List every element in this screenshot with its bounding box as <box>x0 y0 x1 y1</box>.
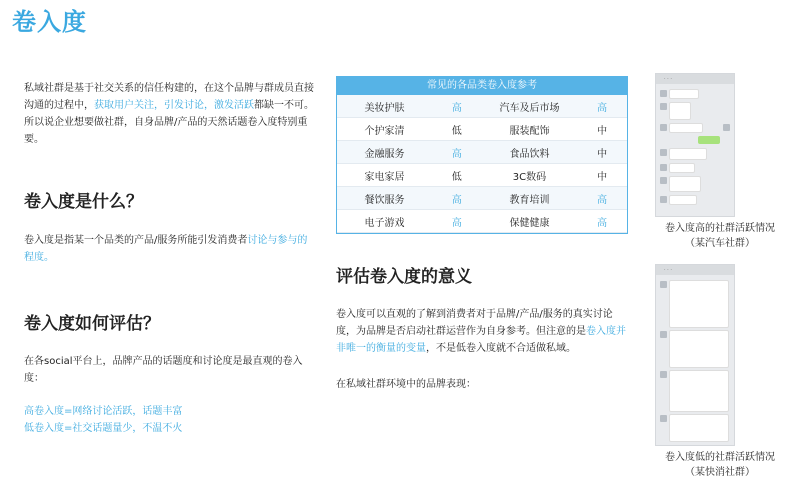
category-name: 服装配饰 <box>482 118 578 141</box>
intro-text: 私域社群是基于社交关系的信任构建的，在这个品牌与群成员直接沟通的过程中， <box>24 83 314 111</box>
caption-low-line2: （某快消社群） <box>685 467 755 478</box>
chat-avatar <box>660 177 667 184</box>
chat-bubble <box>669 176 701 192</box>
involvement-level: 高 <box>577 95 627 118</box>
what-text: 卷入度是指某一个品类的产品/服务所能引发消费者 <box>24 235 248 246</box>
chat-bubble <box>669 163 695 173</box>
involvement-level: 高 <box>432 95 482 118</box>
chat-avatar <box>660 90 667 97</box>
chat-bubble <box>669 280 729 328</box>
chat-avatar <box>660 415 667 422</box>
table-row <box>337 118 627 141</box>
involvement-level: 高 <box>432 141 482 164</box>
meaning-heading: 评估卷入度的意义 <box>336 267 472 287</box>
intro-paragraph <box>24 80 316 148</box>
chat-header-bar: · · · <box>656 74 734 84</box>
chat-avatar <box>660 281 667 288</box>
category-name: 餐饮服务 <box>337 187 432 210</box>
table-row <box>337 187 627 210</box>
involvement-level: 中 <box>577 118 627 141</box>
how-text: 在各social平台上，品牌产品的话题度和讨论度是最直观的卷入度： <box>24 356 303 384</box>
chat-bubble <box>669 414 729 442</box>
meaning-highlight: 卷入度并非唯一的衡量的变量 <box>336 326 626 354</box>
caption-low-line1: 卷入度低的社群活跃情况 <box>665 452 775 463</box>
chat-avatar <box>660 149 667 156</box>
chat-bubble <box>669 123 703 133</box>
chat-avatar <box>660 331 667 338</box>
category-name: 个护家清 <box>337 118 432 141</box>
meaning-paragraph <box>336 306 632 357</box>
category-name: 食品饮料 <box>482 141 578 164</box>
table-row <box>337 141 627 164</box>
table-title: 常见的各品类卷入度参考 <box>337 77 627 95</box>
caption-high <box>646 221 794 251</box>
category-name: 保健健康 <box>482 210 578 233</box>
chat-avatar <box>660 103 667 110</box>
category-name: 教育培训 <box>482 187 578 210</box>
chat-avatar <box>723 124 730 131</box>
category-name: 家电家居 <box>337 164 432 187</box>
chat-bubble-self <box>698 136 720 144</box>
category-name: 电子游戏 <box>337 210 432 233</box>
chat-avatar <box>660 164 667 171</box>
category-grid <box>337 95 627 233</box>
involvement-level: 低 <box>432 164 482 187</box>
chat-bubble <box>669 195 697 205</box>
involvement-level: 高 <box>432 187 482 210</box>
involvement-level: 中 <box>577 164 627 187</box>
chat-bubble <box>669 89 699 99</box>
chat-avatar <box>660 124 667 131</box>
caption-high-line2: （某汽车社群） <box>685 238 755 249</box>
category-name: 美妆护肤 <box>337 95 432 118</box>
page-title: 卷入度 <box>12 8 87 36</box>
meaning-text-end: ，不是低卷入度就不合适做私域。 <box>426 343 576 354</box>
intro-highlight: 获取用户关注，引发讨论，激发活跃 <box>94 100 254 111</box>
involvement-level: 高 <box>432 210 482 233</box>
involvement-level: 高 <box>577 210 627 233</box>
how-heading: 卷入度如何评估？ <box>24 314 160 334</box>
meaning-text: 卷入度可以直观的了解到消费者对于品牌/产品/服务的真实讨论度，为品牌是否启动社群运营作为自身参考。但注意的是 <box>336 309 613 337</box>
what-highlight: 讨论与参与的程度。 <box>24 235 308 263</box>
chat-bubble <box>669 330 729 368</box>
category-name: 金融服务 <box>337 141 432 164</box>
chat-avatar <box>660 371 667 378</box>
chat-bubble <box>669 102 691 120</box>
meaning-footer: 在私域社群环境中的品牌表现： <box>336 379 476 390</box>
high-involvement-text: 高卷入度=网络讨论活跃，话题丰富 <box>24 406 183 417</box>
what-heading: 卷入度是什么？ <box>24 192 143 212</box>
category-name: 3C数码 <box>482 164 578 187</box>
chat-screenshot-high <box>655 73 735 217</box>
involvement-level: 高 <box>577 187 627 210</box>
table-row <box>337 95 627 118</box>
chat-bubble <box>669 148 707 160</box>
category-name: 汽车及后市场 <box>482 95 578 118</box>
involvement-level: 低 <box>432 118 482 141</box>
caption-high-line1: 卷入度高的社群活跃情况 <box>665 223 775 234</box>
chat-avatar <box>660 196 667 203</box>
table-row <box>337 164 627 187</box>
caption-low <box>646 450 794 480</box>
category-table <box>336 76 628 234</box>
involvement-level: 中 <box>577 141 627 164</box>
chat-bubble <box>669 370 729 412</box>
low-involvement-text: 低卷入度=社交话题量少，不温不火 <box>24 423 183 434</box>
intro-text-end: 都缺一不可。所以说企业想要做社群，自身品牌/产品的天然话题卷入度特别重要。 <box>24 100 314 145</box>
chat-screenshot-low <box>655 264 735 446</box>
chat-header-bar: · · · <box>656 265 734 275</box>
table-row <box>337 210 627 233</box>
what-paragraph <box>24 232 316 266</box>
